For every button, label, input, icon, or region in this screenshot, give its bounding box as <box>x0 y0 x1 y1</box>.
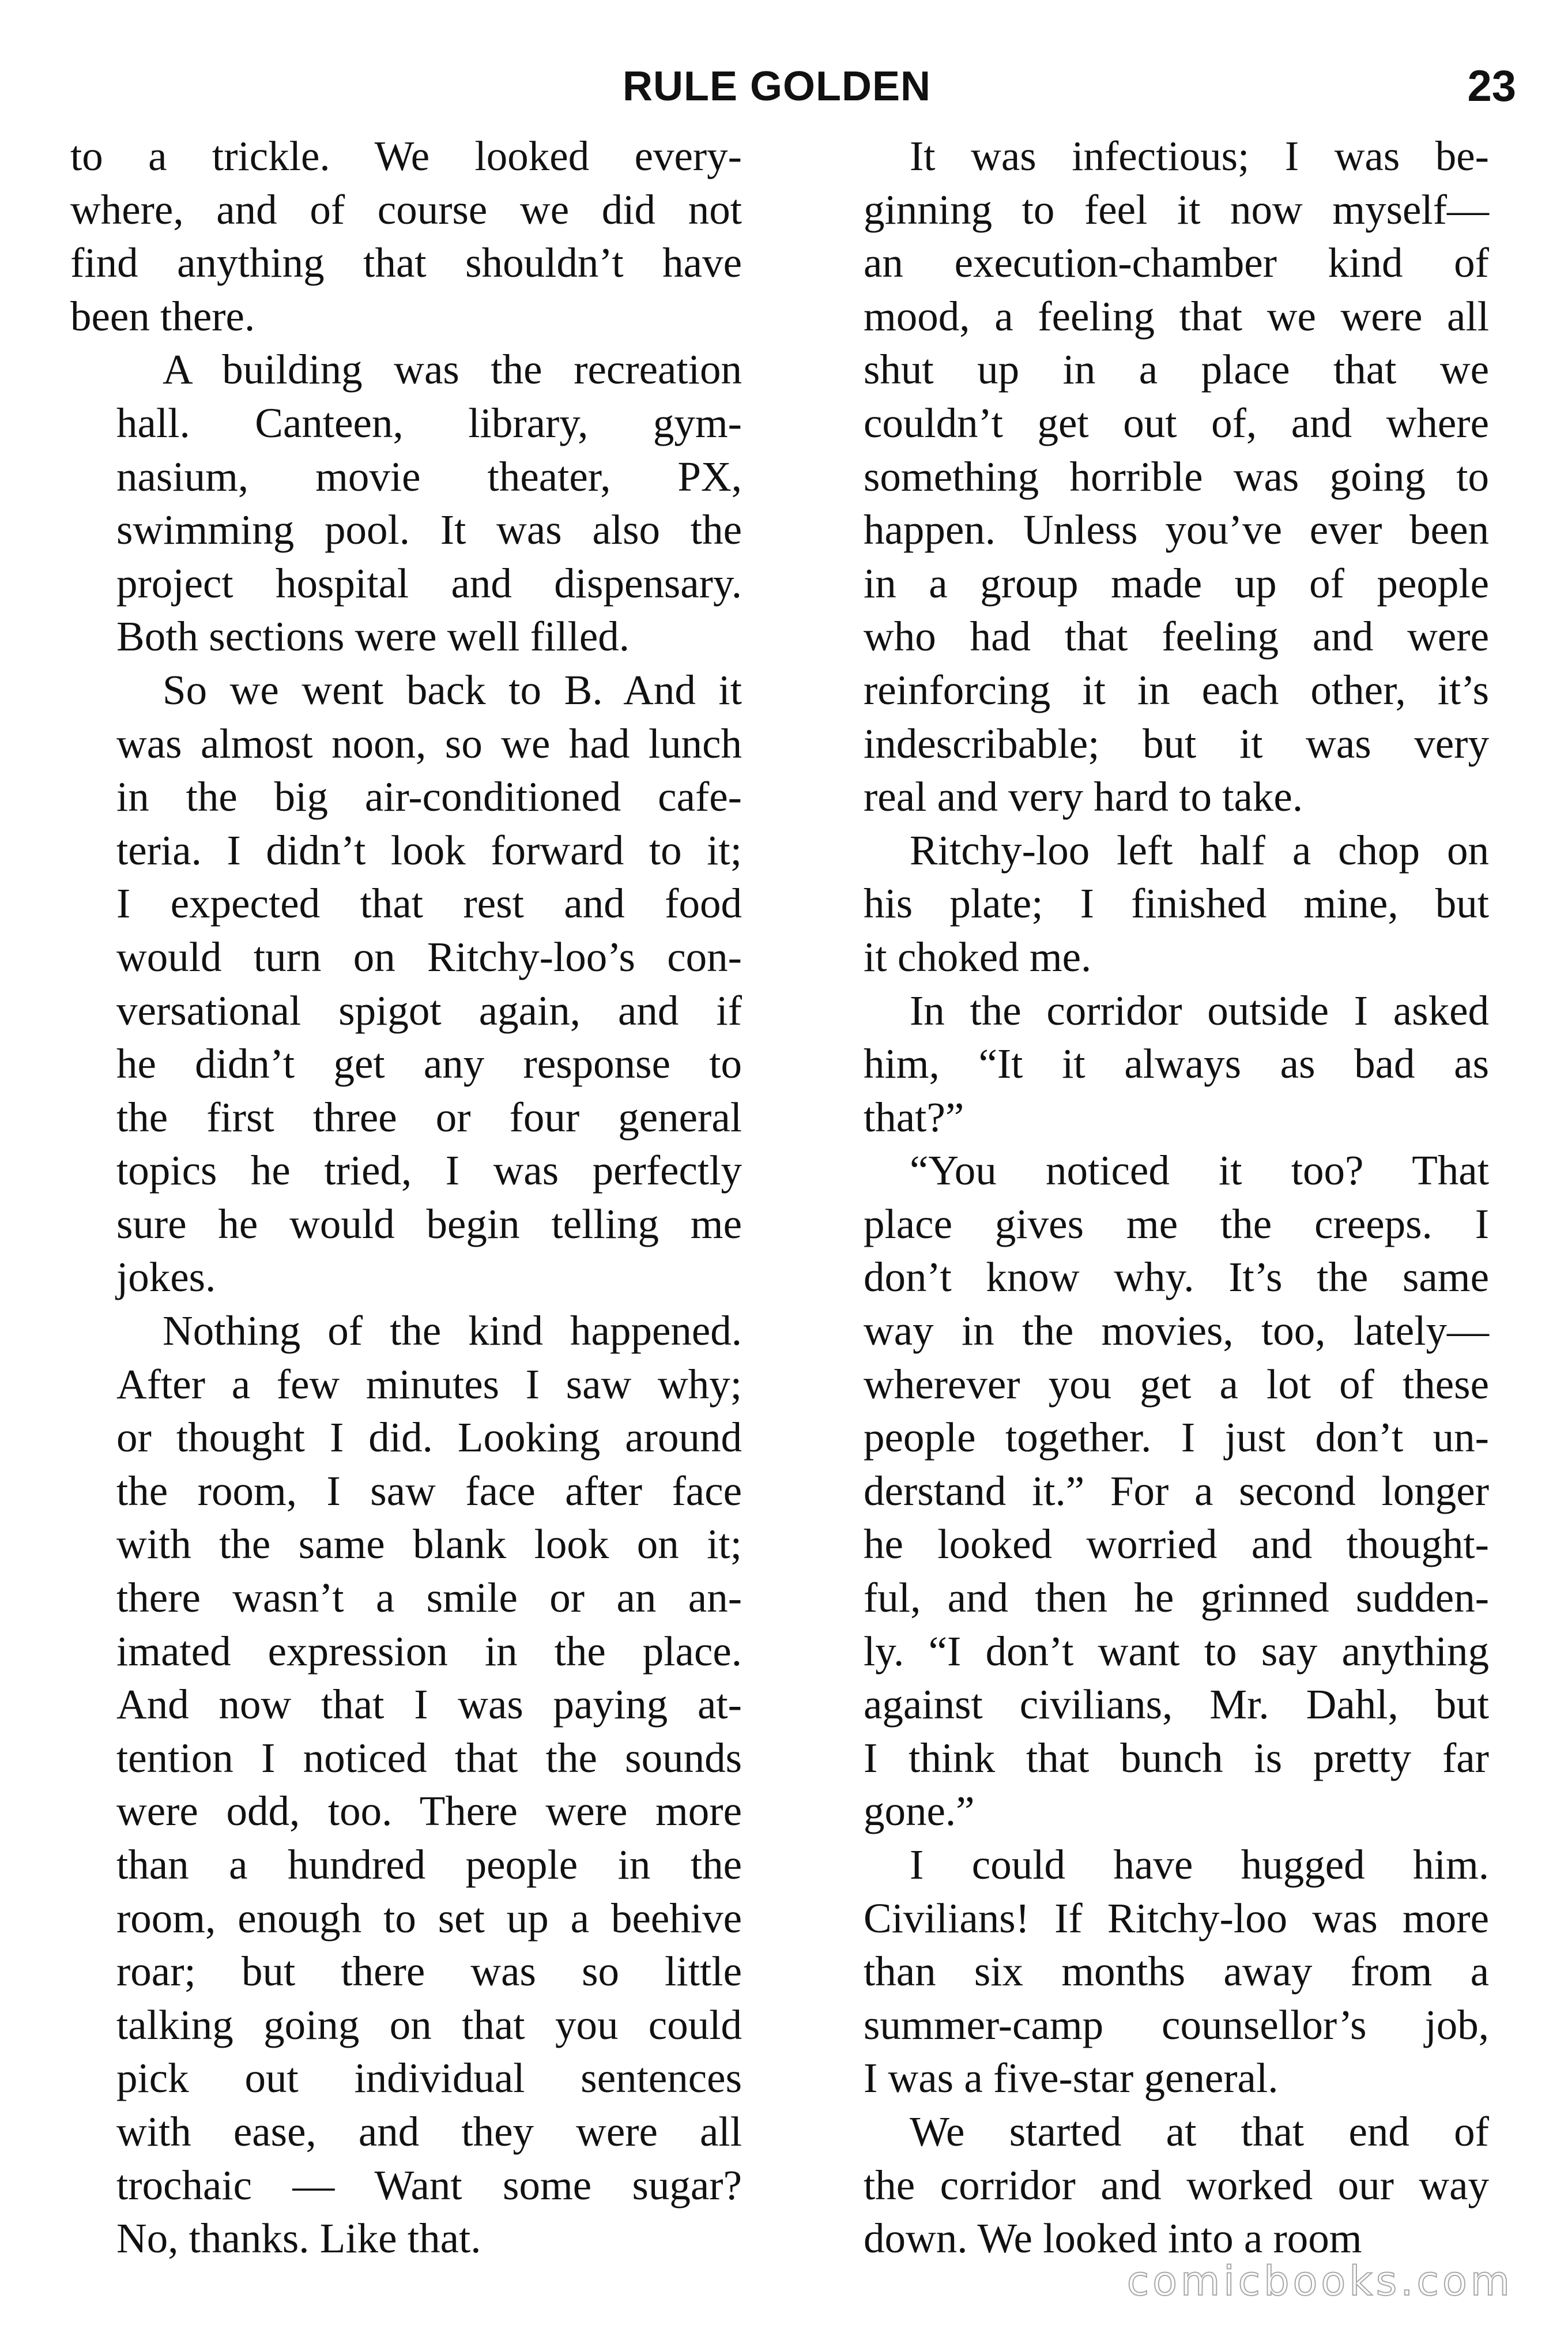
running-title: RULE GOLDEN <box>623 63 932 110</box>
text-line: In the corridor outside I asked <box>910 987 1489 1034</box>
left-text-column <box>70 130 742 2266</box>
paragraph <box>817 130 1489 824</box>
text-line: shut up in a place that we <box>864 346 1489 393</box>
text-line: summer-camp counsellor’s job, <box>864 2001 1489 2048</box>
text-line: ginning to feel it now myself— <box>864 186 1489 233</box>
text-line: or thought I did. Looking around <box>116 1414 742 1461</box>
paragraph <box>70 1304 742 2266</box>
text-line: than a hundred people in the <box>116 1841 742 1888</box>
text-line: project hospital and dispensary. <box>116 559 742 607</box>
text-line: happen. Unless you’ve ever been <box>864 506 1489 554</box>
text-line: topics he tried, I was perfectly <box>116 1147 742 1194</box>
paragraph <box>70 343 742 664</box>
text-line: ly. “I don’t want to say anything <box>864 1627 1489 1675</box>
watermark: comicbooks.com <box>1126 2258 1513 2305</box>
text-line: ful, and then he grinned sudden- <box>864 1574 1489 1622</box>
text-line: teria. I didn’t look forward to it; <box>116 826 742 874</box>
text-line: in the big air-conditioned cafe- <box>116 773 742 821</box>
text-line: an execution-chamber kind of <box>864 239 1489 287</box>
text-line: gone.” <box>864 1788 975 1835</box>
text-line: Civilians! If Ritchy-loo was more <box>864 1894 1489 1942</box>
text-line: After a few minutes I saw why; <box>116 1360 742 1408</box>
text-line: against civilians, Mr. Dahl, but <box>864 1681 1489 1728</box>
paragraph <box>70 664 742 1304</box>
text-line: room, enough to set up a beehive <box>116 1894 742 1942</box>
text-line: And now that I was paying at- <box>116 1681 742 1728</box>
text-line: So we went back to B. And it <box>163 666 742 713</box>
text-line: people together. I just don’t un- <box>864 1414 1489 1461</box>
text-line: imated expression in the place. <box>116 1627 742 1675</box>
text-line: the first three or four general <box>116 1093 742 1141</box>
page-number: 23 <box>1467 62 1516 111</box>
text-line: him, “It it always as bad as <box>864 1040 1489 1088</box>
text-line: jokes. <box>116 1254 216 1301</box>
text-line: in a group made up of people <box>864 559 1489 607</box>
text-line: he didn’t get any response to <box>116 1040 742 1088</box>
text-line: that?” <box>864 1093 964 1141</box>
text-line: would turn on Ritchy-loo’s con- <box>116 933 742 980</box>
paragraph <box>70 130 742 343</box>
text-line: I was a five-star general. <box>864 2055 1279 2102</box>
text-line: find anything that shouldn’t have <box>70 239 742 287</box>
text-line: with ease, and they were all <box>116 2108 742 2155</box>
text-line: down. We looked into a room <box>864 2215 1362 2262</box>
text-line: “You noticed it too? That <box>910 1147 1489 1194</box>
text-line: tention I noticed that the sounds <box>116 1734 742 1781</box>
text-line: I expected that rest and food <box>116 880 742 927</box>
text-line: don’t know why. It’s the same <box>864 1254 1489 1301</box>
paragraph <box>817 1144 1489 1838</box>
text-line: mood, a feeling that we were all <box>864 292 1489 340</box>
text-line: I think that bunch is pretty far <box>864 1734 1489 1781</box>
text-line: sure he would begin telling me <box>116 1200 742 1247</box>
paragraph <box>817 824 1489 984</box>
text-line: trochaic — Want some sugar? <box>116 2161 742 2209</box>
text-line: where, and of course we did not <box>70 186 742 233</box>
text-line: swimming pool. It was also the <box>116 506 742 554</box>
text-line: roar; but there was so little <box>116 1948 742 1995</box>
text-line: A building was the recreation <box>163 346 742 393</box>
text-line: talking going on that you could <box>116 2001 742 2048</box>
text-line: place gives me the creeps. I <box>864 1200 1489 1247</box>
text-line: wherever you get a lot of these <box>864 1360 1489 1408</box>
text-line: hall. Canteen, library, gym- <box>116 399 742 446</box>
paragraph <box>817 2105 1489 2266</box>
text-line: way in the movies, too, lately— <box>864 1307 1489 1355</box>
text-line: with the same blank look on it; <box>116 1521 742 1568</box>
text-line: the corridor and worked our way <box>864 2161 1489 2209</box>
text-line: there wasn’t a smile or an an- <box>116 1574 742 1622</box>
text-line: indescribable; but it was very <box>864 720 1489 767</box>
right-text-column <box>817 130 1489 2266</box>
text-line: the room, I saw face after face <box>116 1467 742 1514</box>
text-line: been there. <box>70 292 255 340</box>
text-line: reinforcing it in each other, it’s <box>864 666 1489 713</box>
text-line: Both sections were well filled. <box>116 613 630 660</box>
text-line: derstand it.” For a second longer <box>864 1467 1489 1514</box>
text-line: couldn’t get out of, and where <box>864 399 1489 446</box>
text-line: We started at that end of <box>910 2108 1489 2155</box>
text-line: real and very hard to take. <box>864 773 1303 821</box>
text-line: I could have hugged him. <box>910 1841 1489 1888</box>
text-line: was almost noon, so we had lunch <box>116 720 742 767</box>
text-line: Nothing of the kind happened. <box>163 1307 742 1355</box>
text-line: his plate; I finished mine, but <box>864 880 1489 927</box>
paragraph <box>817 984 1489 1145</box>
text-line: No, thanks. Like that. <box>116 2215 481 2262</box>
text-line: who had that feeling and were <box>864 613 1489 660</box>
text-line: nasium, movie theater, PX, <box>116 453 742 500</box>
text-line: it choked me. <box>864 933 1092 980</box>
text-line: were odd, too. There were more <box>116 1788 742 1835</box>
text-line: versational spigot again, and if <box>116 987 742 1034</box>
text-line: Ritchy-loo left half a chop on <box>910 826 1489 874</box>
text-line: than six months away from a <box>864 1948 1489 1995</box>
running-head <box>0 61 1568 112</box>
paragraph <box>817 1838 1489 2105</box>
text-line: something horrible was going to <box>864 453 1489 500</box>
text-line: he looked worried and thought- <box>864 1521 1489 1568</box>
text-line: pick out individual sentences <box>116 2055 742 2102</box>
text-line: It was infectious; I was be- <box>910 133 1489 179</box>
text-line: to a trickle. We looked every- <box>70 133 742 179</box>
